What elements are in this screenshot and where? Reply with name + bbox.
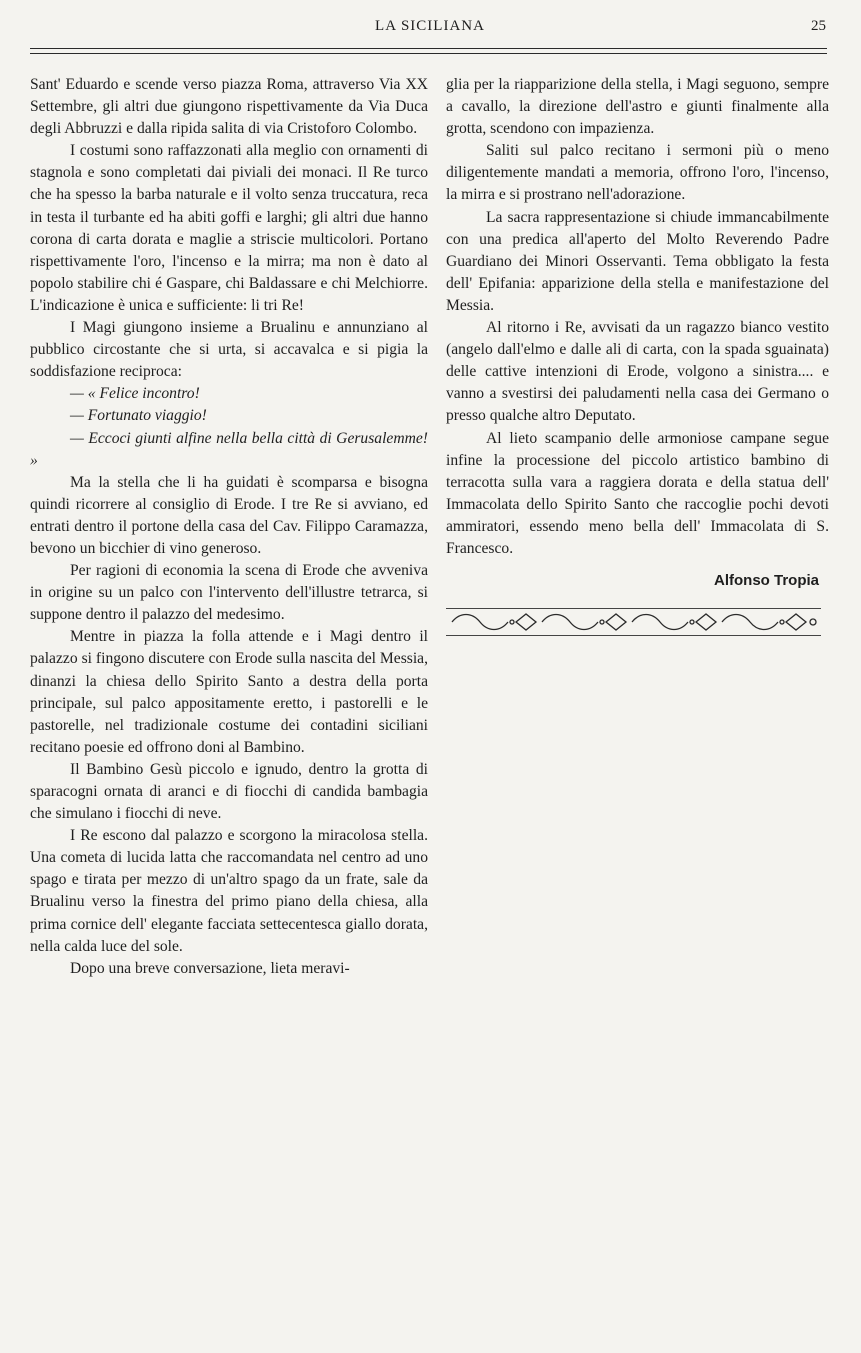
paragraph: Mentre in piazza la folla attende e i Magi dentro il palazzo si fingono discutere con Erode sulla nascita del Messia, dinanzi la chiesa dello Spirito Santo a destra della porta principale, sul palco appositamente eretto, i pastorelli e le pastorelle, nel tradizionale costume dei contadini siciliani recitano poesie ed offrono doni al Bambino. (30, 628, 428, 756)
text-column-right (446, 74, 829, 636)
paragraph: Dopo una breve conversazione, lieta meravi- (70, 959, 350, 977)
paragraph: Al ritorno i Re, avvisati da un ragazzo bianco vestito (angelo dall'elmo e dalle ali di carta, con la spada sguainata) delle cattive intenzioni di Erode, volgono a sinistra.... e vanno a svestirsi dei paludamenti nella casa dei Germano o presso qualche altro Deputato. (446, 319, 829, 425)
dialog-line: — Eccoci giunti alfine nella bella città di Gerusalemme! » (30, 429, 428, 469)
author-signature: Alfonso Tropia (714, 572, 819, 590)
page-number: 25 (811, 18, 826, 34)
paragraph: glia per la riapparizione della stella, i Magi seguono, sempre a cavallo, la direzione dell'astro e giunti finalmente alla grotta, scendono con impazienza. (446, 76, 829, 138)
paragraph: Saliti sul palco recitano i sermoni più o meno diligentemente mandati a memoria, offrono l'oro, l'incenso, la mirra e si prostrano nell'adorazione. (446, 142, 829, 204)
dialog-line: — « Felice incontro! (70, 385, 200, 403)
running-head (30, 18, 830, 40)
dialog-line: — Fortunato viaggio! (70, 407, 207, 425)
paragraph: Per ragioni di economia la scena di Erode che avveniva in origine su un palco con l'intervento dell'illustre tetrarca, si suppone dentro il palazzo del medesimo. (30, 562, 428, 624)
paragraph: I Magi giungono insieme a Brualinu e annunziano al pubblico circostante che si urta, si accavalca e si pigia la soddisfazione reciproca: (30, 319, 428, 381)
ornament-icon (446, 609, 821, 635)
paragraph: Al lieto scampanio delle armoniose campane segue infine la processione del piccolo artistico bambino di terracotta sulla vara a raggiera dorata e della statua dell' Immacolata dello Spirito Santo che raccoglie pochi devoti ammiratori, essendo meno bella dell' Immacolata di S. Francesco. (446, 429, 829, 557)
paragraph: La sacra rappresentazione si chiude immancabilmente con una predica all'aperto del Molto Reverendo Padre Guardiano dei Minori Osservanti. Tema obbligato la festa dell' Epifania: apparizione della stella e manifestazione del Messia. (446, 208, 829, 314)
text-column-left (30, 74, 428, 980)
decorative-ornament-border (446, 608, 821, 636)
header-rule-bottom (30, 53, 827, 54)
paragraph: I costumi sono raffazzonati alla meglio con ornamenti di stagnola e sono completati dai piviali dei monaci. Il Re turco che ha spesso la barba naturale e il volto senza truccatura, reca in testa il turbante ed ha abiti goffi e larghi; gli altri due hanno corona di carta dorata e maglie a striscie multicolori. Portano rispettivamente l'oro, l'incenso e la mirra; ma non è dato al popolo stabilire chi é Gaspare, chi Baldassare e chi Melchiorre. L'indicazione è unica e sufficiente: li tri Re! (30, 142, 428, 314)
paragraph: Ma la stella che li ha guidati è scomparsa e bisogna quindi ricorrere al consiglio di Erode. I tre Re si avviano, ed entrati dentro il portone della casa del Cav. Filippo Caramazza, bevono un bicchier di vino generoso. (30, 473, 428, 557)
header-rule-top (30, 48, 827, 49)
paragraph: Il Bambino Gesù piccolo e ignudo, dentro la grotta di sparacogni ornata di aranci e di fiocchi di candida bambagia che simulano i fiocchi di neve. (30, 760, 428, 823)
journal-title: LA SICILIANA (375, 18, 485, 34)
paragraph: I Re escono dal palazzo e scorgono la miracolosa stella. Una cometa di lucida latta che raccomandata nel centro ad uno spago e tirata per mezzo di un'altro spago da un frate, sale da Brualinu verso la finestra del primo piano della chiesa, alla prima cornice dell' elegante facciata settecentesca giallo dorata, nella calda luce del sole. (30, 827, 428, 955)
paragraph: Sant' Eduardo e scende verso piazza Roma, attraverso Via XX Settembre, gli altri due giungono rispettivamente da Via Duca degli Abbruzzi e dalla ripida salita di via Cristoforo Colombo. (30, 76, 428, 138)
